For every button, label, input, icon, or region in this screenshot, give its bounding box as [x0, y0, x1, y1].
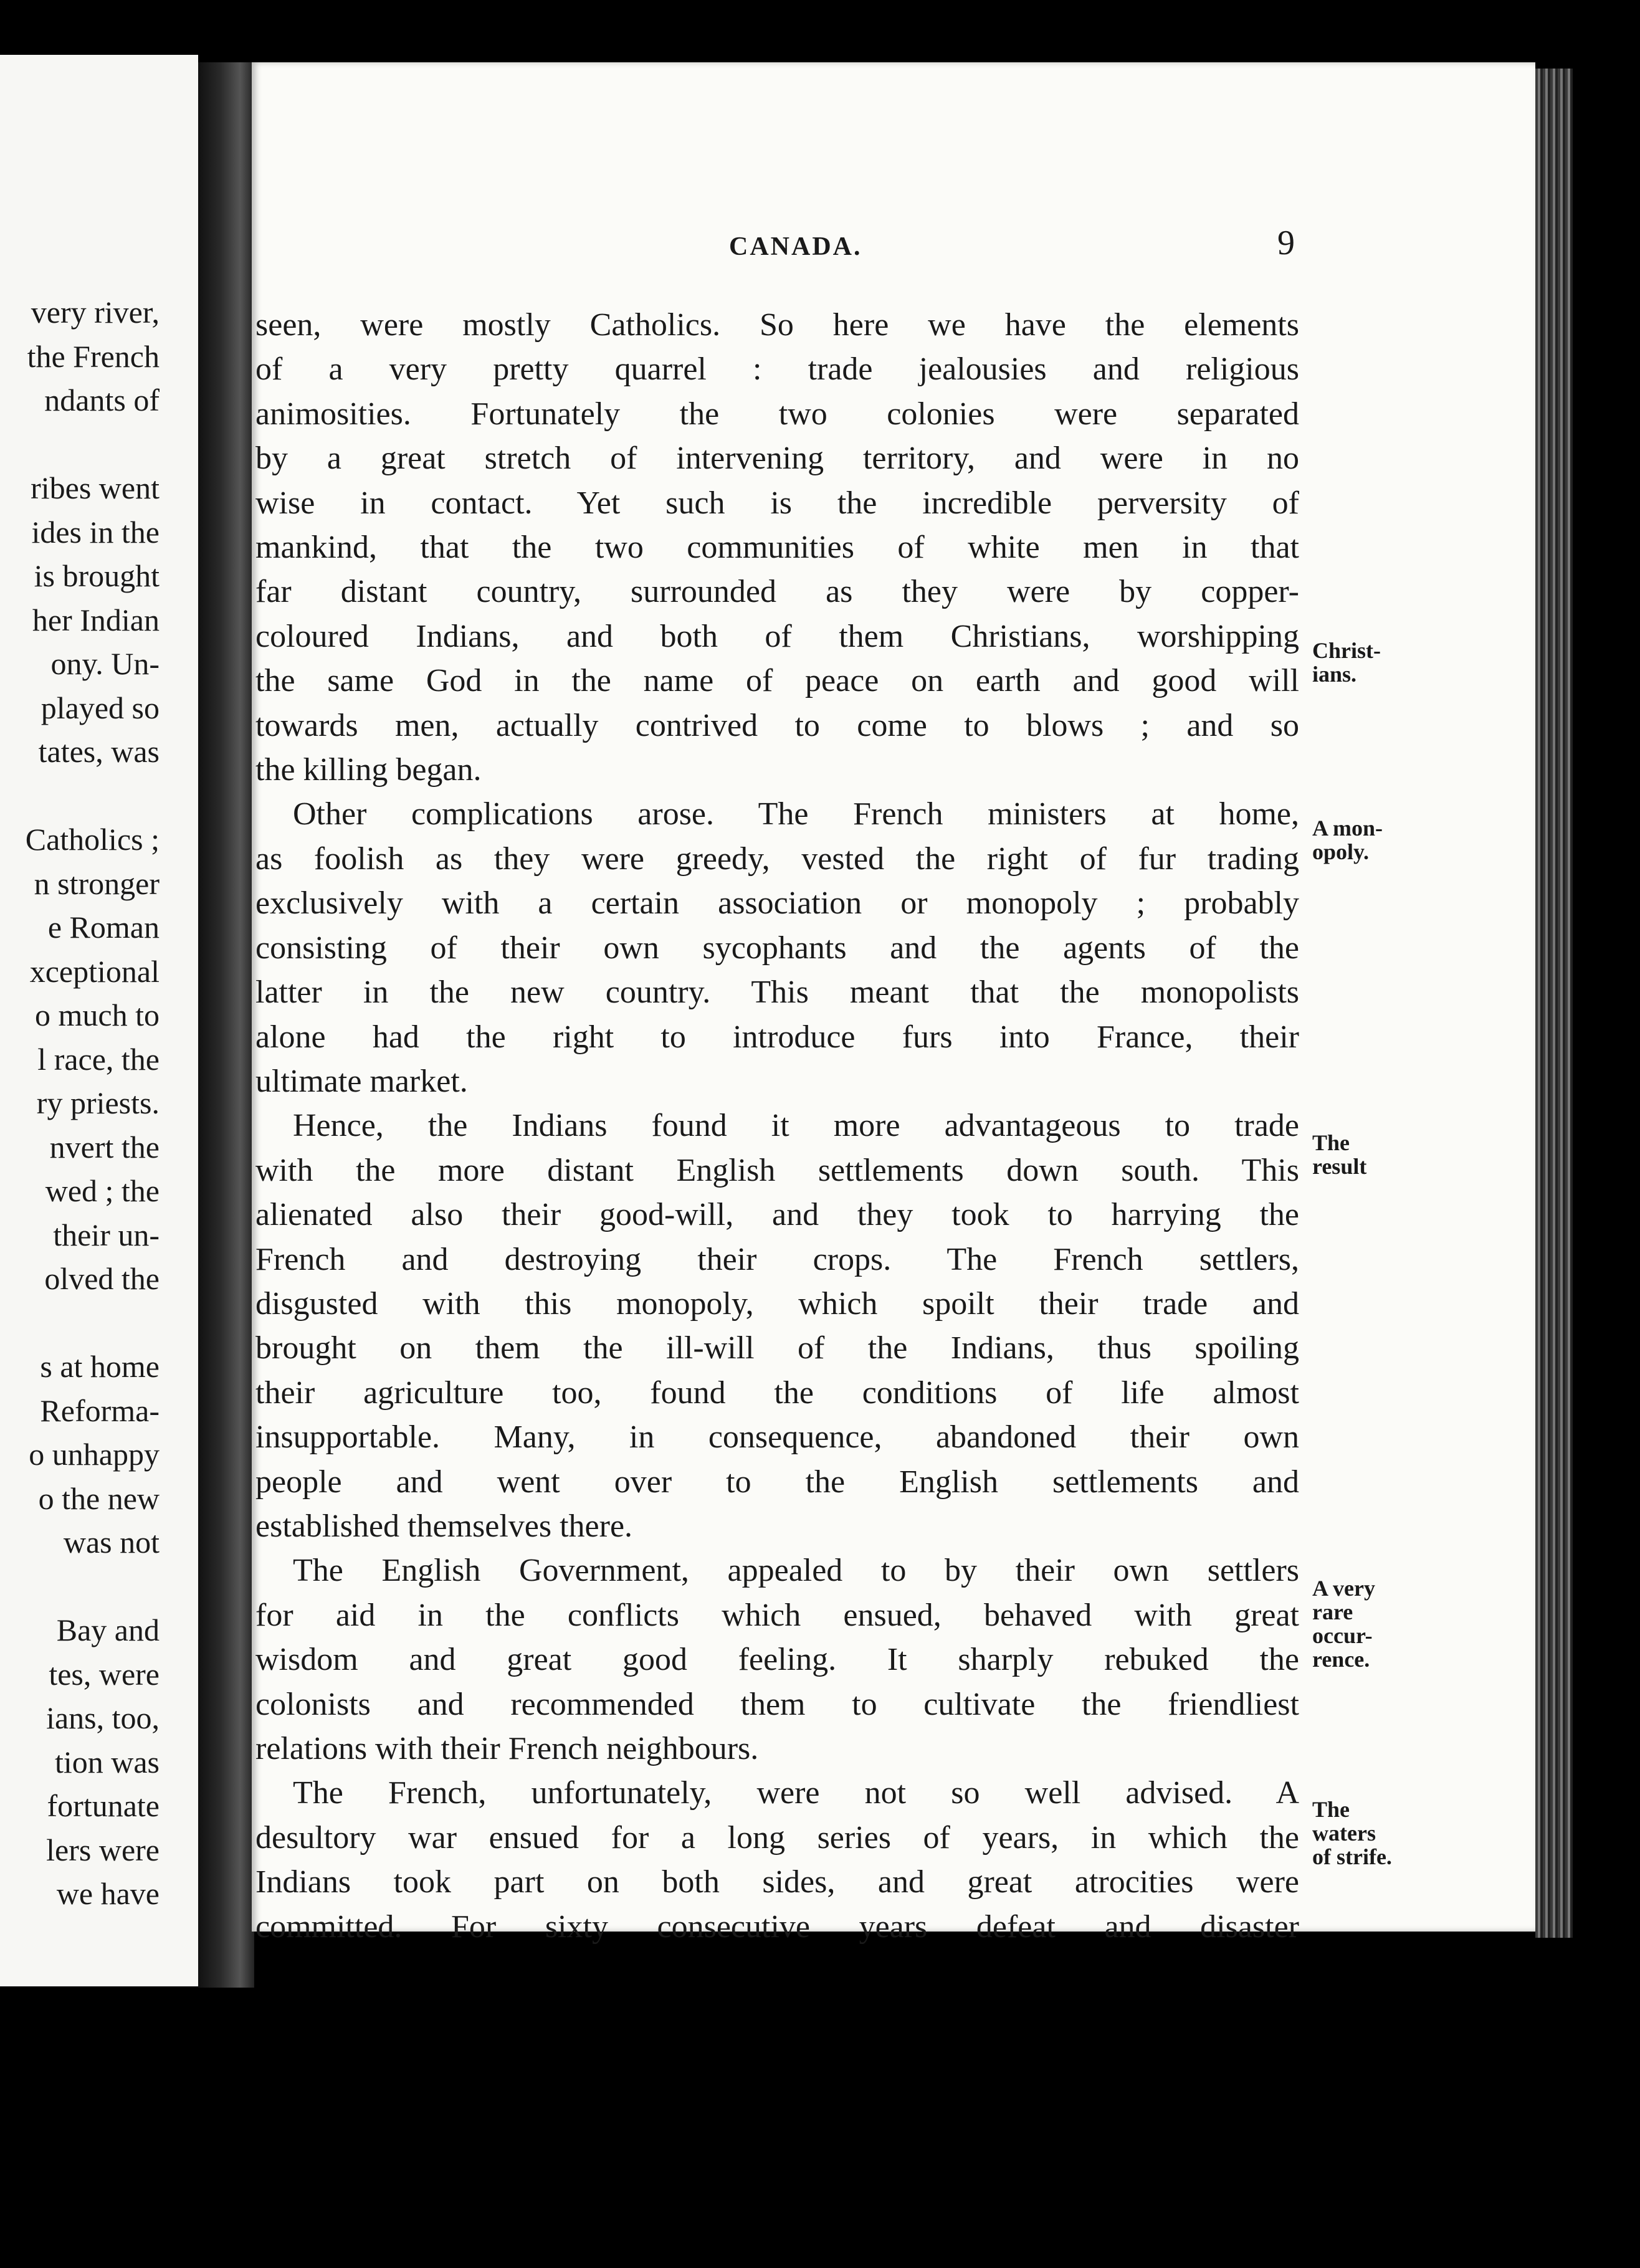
- left-page-line: ony. Un-: [50, 646, 160, 681]
- paragraph: [255, 792, 1299, 1103]
- left-page-line: wed ; the: [45, 1173, 160, 1208]
- text-line: of a very pretty quarrel : trade jealousies and religious: [255, 351, 1299, 388]
- left-page-line: lers were: [46, 1832, 160, 1867]
- paragraph: [255, 1548, 1299, 1771]
- text-line: wisdom and great good feeling. It sharply rebuked the: [255, 1642, 1299, 1678]
- left-page-line: nvert the: [49, 1129, 160, 1165]
- text-line: Other complications arose. The French ministers at home,: [293, 796, 1299, 832]
- text-line: far distant country, surrounded as they were by copper-: [255, 574, 1299, 610]
- side-note: [1312, 639, 1424, 686]
- page-edges: [1535, 69, 1573, 1938]
- left-page-line: ry priests.: [36, 1085, 160, 1120]
- left-page-line: tion was: [54, 1744, 160, 1780]
- left-page-line: is brought: [34, 558, 160, 593]
- paragraph: [255, 1103, 1299, 1548]
- text-line: with the more distant English settlements down south. This: [255, 1152, 1299, 1188]
- side-note-line: occur-: [1312, 1623, 1373, 1648]
- left-page-line: o much to: [35, 998, 160, 1032]
- text-line: people and went over to the English settlements and: [255, 1464, 1299, 1500]
- side-note: [1312, 1798, 1424, 1869]
- side-note-line: of strife.: [1312, 1844, 1392, 1869]
- text-line: for aid in the conflicts which ensued, behaved with great: [255, 1597, 1299, 1633]
- text-line: committed. For sixty consecutive years defeat and disaster: [255, 1908, 1299, 1945]
- left-page: [0, 55, 198, 1986]
- text-line: Indians took part on both sides, and great atrocities were: [255, 1864, 1299, 1900]
- text-line: latter in the new country. This meant that the monopolists: [255, 974, 1299, 1011]
- side-note: [1312, 1576, 1424, 1671]
- book-gutter: [198, 62, 254, 1988]
- side-note-line: result: [1312, 1154, 1367, 1179]
- left-page-line: tates, was: [38, 734, 160, 769]
- text-line: alone had the right to introduce furs into France, their: [255, 1019, 1299, 1055]
- text-line: established themselves there.: [255, 1508, 633, 1544]
- text-line: desultory war ensued for a long series of years, in which the: [255, 1819, 1299, 1856]
- text-line: the same God in the name of peace on earth and good will: [255, 663, 1299, 699]
- text-line: their agriculture too, found the conditions of life almost: [255, 1375, 1299, 1411]
- side-note: [1312, 1131, 1424, 1178]
- text-line: ultimate market.: [255, 1063, 468, 1099]
- left-page-line: fortunate: [47, 1788, 160, 1823]
- left-page-line: ribes went: [31, 470, 160, 505]
- left-page-line: l race, the: [37, 1041, 160, 1077]
- left-page-line: her Indian: [32, 602, 160, 637]
- left-page-line: n stronger: [34, 865, 160, 901]
- left-page-line: was not: [63, 1525, 160, 1560]
- text-line: consisting of their own sycophants and the agents of the: [255, 930, 1299, 966]
- left-page-line: olved the: [44, 1261, 160, 1296]
- text-line: animosities. Fortunately the two colonies were separated: [255, 396, 1299, 432]
- side-note-line: A very: [1312, 1576, 1375, 1601]
- text-line: wise in contact. Yet such is the incredible perversity of: [255, 485, 1299, 521]
- text-line: The English Government, appealed to by their own settlers: [293, 1553, 1299, 1589]
- page-number: 9: [1277, 224, 1295, 262]
- text-line: seen, were mostly Catholics. So here we have the elements: [255, 307, 1299, 343]
- text-line: by a great stretch of intervening territory, and were in no: [255, 441, 1299, 477]
- side-note-line: rare: [1312, 1599, 1353, 1624]
- left-page-line: the French: [27, 338, 160, 374]
- side-note-line: rence.: [1312, 1647, 1370, 1672]
- left-page-line: Bay and: [56, 1613, 160, 1647]
- side-note: [1312, 816, 1424, 864]
- side-note-line: ians.: [1312, 662, 1357, 687]
- left-page-line: s at home: [40, 1349, 160, 1384]
- text-line: as foolish as they were greedy, vested the right of fur trading: [255, 841, 1299, 877]
- text-line: brought on them the ill-will of the Indians, thus spoiling: [255, 1330, 1299, 1366]
- left-page-line: o unhappy: [29, 1437, 160, 1472]
- text-line: alienated also their good-will, and they took to harrying the: [255, 1197, 1299, 1233]
- text-line: French and destroying their crops. The French settlers,: [255, 1241, 1299, 1277]
- text-line: The French, unfortunately, were not so well advised. A: [293, 1775, 1299, 1811]
- left-page-line: played so: [41, 690, 160, 725]
- text-line: relations with their French neighbours.: [255, 1731, 759, 1766]
- left-page-line: very river,: [31, 295, 160, 330]
- text-line: exclusively with a certain association or monopoly ; probably: [255, 885, 1299, 922]
- side-note-line: Christ-: [1312, 638, 1381, 663]
- side-note-line: opoly.: [1312, 839, 1370, 864]
- left-page-line: we have: [56, 1876, 160, 1911]
- text-line: Hence, the Indians found it more advantageous to trade: [293, 1108, 1299, 1144]
- text-line: coloured Indians, and both of them Christians, worshipping: [255, 618, 1299, 654]
- paragraph: [255, 303, 1299, 792]
- left-page-line: Reforma-: [40, 1393, 160, 1428]
- left-page-line: ians, too,: [46, 1700, 160, 1735]
- side-note-line: The: [1312, 1797, 1350, 1822]
- side-note-line: The: [1312, 1130, 1350, 1155]
- text-line: mankind, that the two communities of white men in that: [255, 530, 1299, 566]
- paragraph: [255, 1771, 1299, 1949]
- side-note-line: A mon-: [1312, 816, 1383, 841]
- left-page-line: xceptional: [29, 953, 160, 989]
- left-page-line: their un-: [53, 1217, 160, 1252]
- left-page-line: e Roman: [47, 910, 160, 945]
- side-note-line: waters: [1312, 1821, 1376, 1846]
- text-line: colonists and recommended them to cultivate the friendliest: [255, 1686, 1299, 1722]
- body-text: [255, 303, 1299, 1949]
- left-page-line: o the new: [38, 1480, 160, 1516]
- running-head: CANADA.: [729, 232, 862, 261]
- left-page-line: tes, were: [49, 1656, 160, 1692]
- text-line: the killing began.: [255, 752, 482, 788]
- text-line: disgusted with this monopoly, which spoilt their trade and: [255, 1285, 1299, 1322]
- left-page-line: ides in the: [31, 514, 160, 550]
- left-page-line: ndants of: [44, 383, 160, 417]
- left-page-line: Catholics ;: [25, 822, 160, 857]
- text-line: towards men, actually contrived to come to blows ; and so: [255, 707, 1299, 743]
- text-line: insupportable. Many, in consequence, abandoned their own: [255, 1419, 1299, 1456]
